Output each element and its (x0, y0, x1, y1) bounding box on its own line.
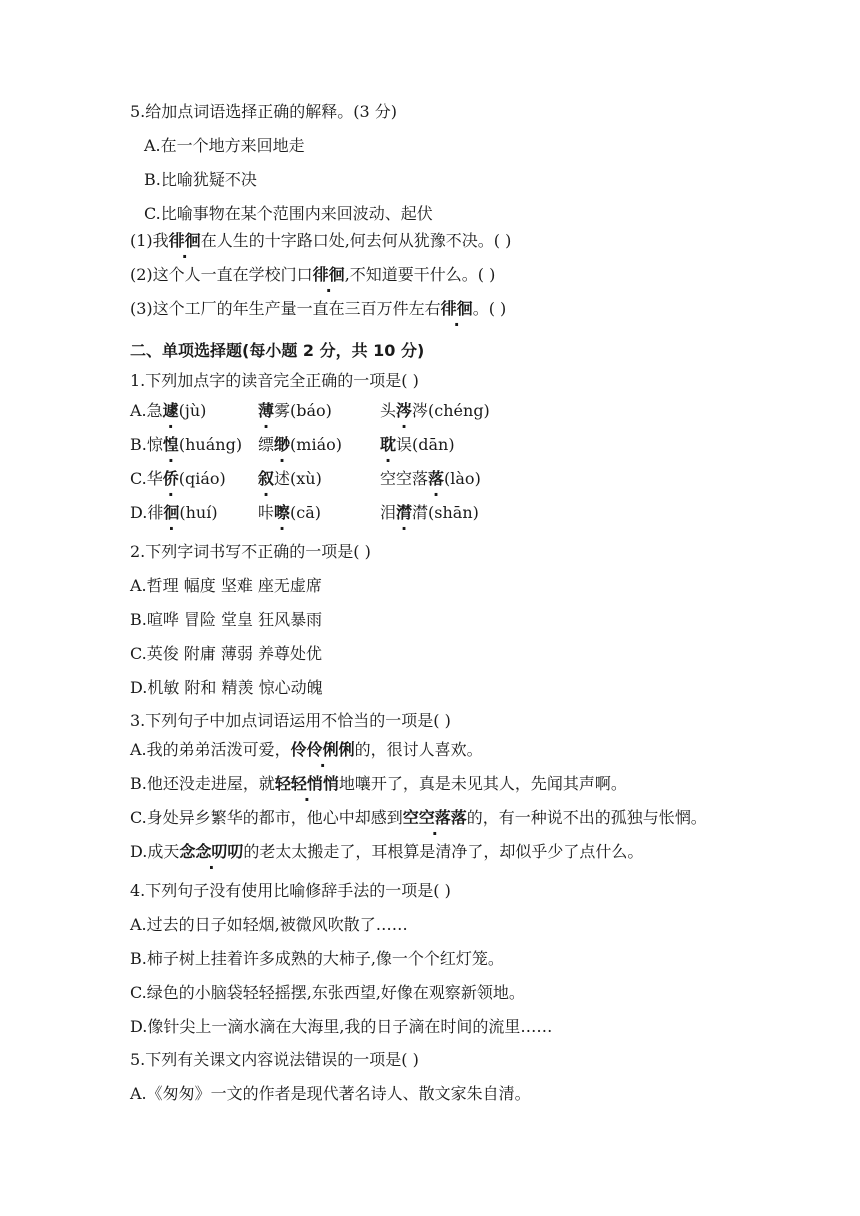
exam-page: 5.给加点词语选择正确的解释。(3 分) A.在一个地方来回地走 B.比喻犹疑不决 C.比喻事物在某个范围内来回波动、起伏 (1)我徘徊在人生的十字路口处,何去何从犹豫不决。( ) (2)这个人一直在学校门口徘徊,不知道要干什么。( ) (3)这个工厂的年生产量一直在三百万件左右徘徊。( ) 二、单项选择题(每小题 2 分，共 10 分) 1.下列加点字的读音完全正确的一项是( ) A.急遽(jù) 薄雾(báo) 头涔涔(chéng) B.惊惶(huáng) 缥缈(miáo) 耽误(dān) C.华侨(qiáo) 叙述(xù) 空空落落(lào) D.徘徊(huí) 咔嚓(cā) 泪潸潸(shān) 2.下列字词书写不正确的一项是( ) A.哲理 幅度 坚难 座无虚席 B.喧哗 冒险 堂皇 狂风暴雨 C.英俊 附庸 薄弱 养尊处优 D.机敏 附和 精羡 惊心动魄 3.下列句子中加点词语运用不恰当的一项是( ) A.我的弟弟活泼可爱，伶伶俐俐的，很讨人喜欢。 B.他还没走进屋，就轻轻悄悄地嚷开了，真是未见其人，先闻其声啊。 C.身处异乡繁华的都市，他心中却感到空空落落的，有一种说不出的孤独与怅惘。 D.成天念念叨叨的老太太搬走了，耳根算是清净了，却似乎少了点什么。 4.下列句子没有使用比喻修辞手法的一项是( ) A.过去的日子如轻烟,被微风吹散了…… B.柿子树上挂着许多成熟的大柿子,像一个个红灯笼。 C.绿色的小脑袋轻轻摇摆,东张西望,好像在观察新领地。 D.像针尖上一滴水滴在大海里,我的日子滴在时间的流里…… 5.下列有关课文内容说法错误的一项是( ) A.《匆匆》一文的作者是现代著名诗人、散文家朱自清。 (130, 102, 707, 1103)
option-c: C.比喻事物在某个范围内来回波动、起伏 (144, 204, 433, 223)
question-title: 1.下列加点字的读音完全正确的一项是( ) (130, 371, 419, 390)
option-d: D.机敏 附和 精羡 惊心动魄 (130, 678, 323, 697)
option-a: A.哲理 幅度 坚难 座无虚席 (130, 576, 322, 595)
option-a: A.《匆匆》一文的作者是现代著名诗人、散文家朱自清。 (130, 1084, 531, 1103)
section-heading: 二、单项选择题(每小题 2 分，共 10 分) (130, 341, 425, 360)
question-title: 4.下列句子没有使用比喻修辞手法的一项是( ) (130, 881, 451, 900)
question-title: 3.下列句子中加点词语运用不恰当的一项是( ) (130, 711, 451, 730)
option-c: C.英俊 附庸 薄弱 养尊处优 (130, 644, 323, 663)
sub-question-3: (3)这个工厂的年生产量一直在三百万件左右徘徊。( ) (130, 299, 507, 318)
question-title: 5.给加点词语选择正确的解释。(3 分) (130, 102, 398, 121)
option-b: B.他还没走进屋，就轻轻悄悄地嚷开了，真是未见其人，先闻其声啊。 (130, 774, 627, 793)
question-title: 5.下列有关课文内容说法错误的一项是( ) (130, 1050, 419, 1069)
option-c: C.绿色的小脑袋轻轻摇摆,东张西望,好像在观察新领地。 (130, 983, 525, 1002)
sub-question-2: (2)这个人一直在学校门口徘徊,不知道要干什么。( ) (130, 265, 496, 284)
option-b: B.喧哗 冒险 堂皇 狂风暴雨 (130, 610, 323, 629)
sub-question-1: (1)我徘徊在人生的十字路口处,何去何从犹豫不决。( ) (130, 231, 512, 250)
option-a: A.我的弟弟活泼可爱，伶伶俐俐的，很讨人喜欢。 (130, 740, 483, 759)
option-d: D.像针尖上一滴水滴在大海里,我的日子滴在时间的流里…… (130, 1017, 553, 1036)
option-b: B.比喻犹疑不决 (144, 170, 257, 189)
option-d: D.成天念念叨叨的老太太搬走了，耳根算是清净了，却似乎少了点什么。 (130, 842, 644, 861)
option-a: A.过去的日子如轻烟,被微风吹散了…… (130, 915, 408, 934)
question-title: 2.下列字词书写不正确的一项是( ) (130, 542, 371, 561)
option-c: C.身处异乡繁华的都市，他心中却感到空空落落的，有一种说不出的孤独与怅惘。 (130, 808, 707, 827)
option-b: B.柿子树上挂着许多成熟的大柿子,像一个个红灯笼。 (130, 949, 504, 968)
option-a: A.在一个地方来回地走 (144, 136, 305, 155)
